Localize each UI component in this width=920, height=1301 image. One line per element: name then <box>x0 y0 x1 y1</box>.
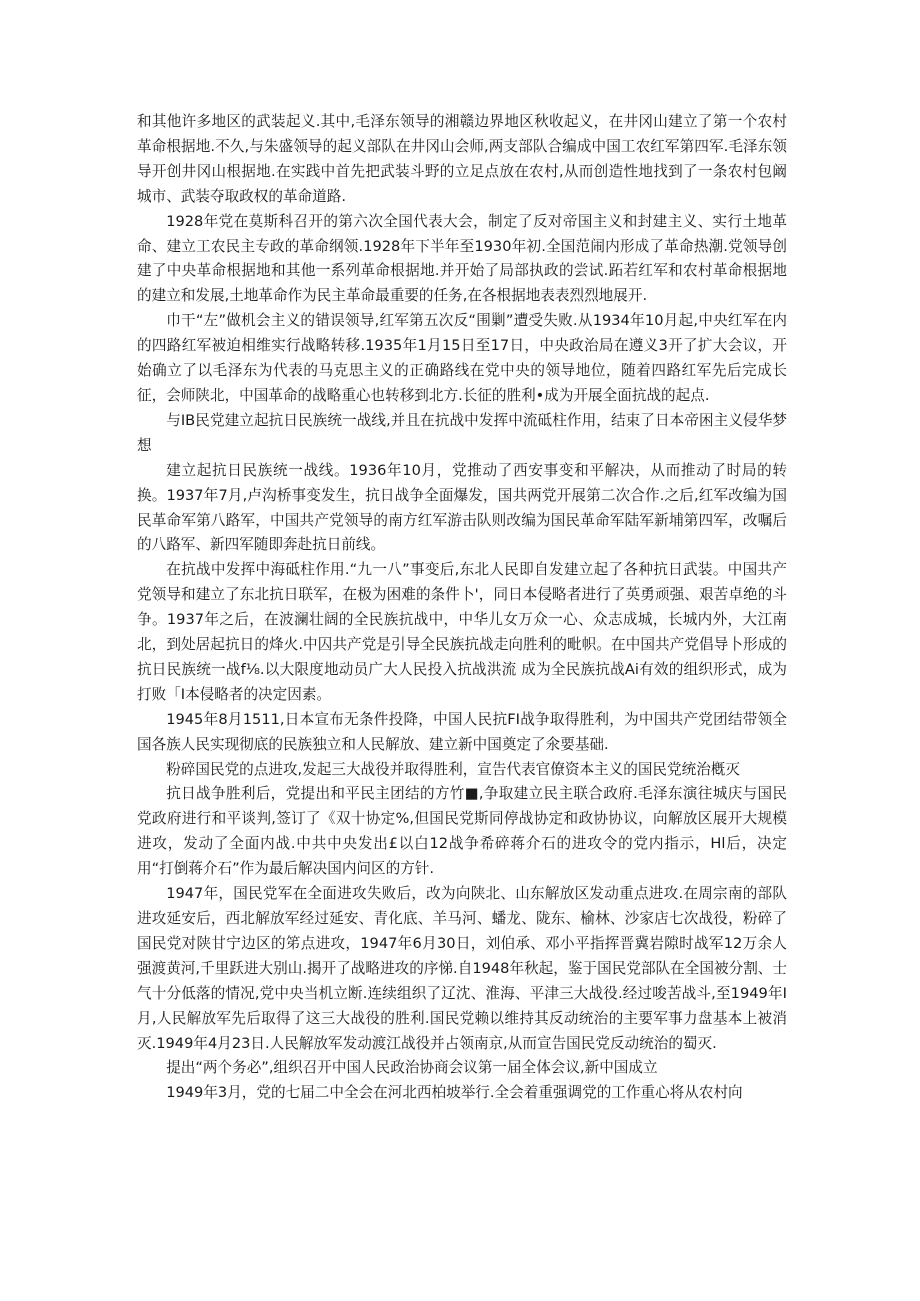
section-heading-1: 与IB民党建立起抗日民族统一战线,并且在抗战中发挥中流砥柱作用，结束了日本帝困主义侵华梦想 <box>137 411 787 454</box>
section-heading-3: 提出“两个务必”,组织召开中国人民政治协商会议第一届全体会议,新中国成立 <box>166 1059 658 1077</box>
paragraph-8: 1947年，国民党军在全面进攻失败后，改为向陕北、山东解放区发动重点进攻.在周宗南的部队进攻延安后，西北解放军经过延安、青化底、羊马河、蟠龙、陇东、榆林、沙家店七次战役，粉碎了国民党对陕甘宁边区的笫点进攻，1947年6月30日，刘伯承、邓小平指挥晋冀岩隙时战军12万余人强渡黄河,千里跃进大别山.揭开了战略进攻的序悌.自1948年秋起，鉴于国民党部队在全国被分割、士气十分低落的情况,党中央当机立断.连续组织了辽沈、淮海、平津三大战役.经过唆苦战斗,至1949年I月,人民解放军先后取得了这三大战役的胜利.国民党赖以维持其反动统治的主要军事力盘基本上被消灭.1949年4月23日.人民解放军发动渡江战役并占领南京,从而宣告国民党反动统治的蜀灭. <box>137 885 787 1052</box>
document-page <box>137 110 787 1106</box>
paragraph-1: 和其他许多地区的武装起义.其中,毛泽东领导的湘赣边界地区秋收起义，在井冈山建立了第一个农村革命根据地.不久,与朱盛领导的起义部队在井冈山会师,两支部队合编成中国工农红军第四军.毛泽东领导开创井冈山根据地.在实践中首先把武装斗野的立足点放在农村,从而创造性地找到了一条农村包阚城市、武装夺取政权的革命道路. <box>137 113 787 205</box>
section-heading-2: 粉碎国民党的点进攻,发起三大战役并取得胜利，宣告代表官僚资本主义的国民党统治槪灭 <box>166 760 740 778</box>
paragraph-9: 1949年3月，党的七届二中全会在河北西柏坡举行.全会着重强调党的工作重心将从农村向 <box>166 1084 743 1102</box>
paragraph-3: 巾干“左”做机会主义的错误领导,红军第五次反“围剿”遭受失败.从1934年10月起,中央红军在内的四路红军被迫相维实行战略转移.1935年1月15日至17日，中央政治局在遵义3开了扩大会议，开始确立了以毛泽东为代表的马克思主义的正确路线在党中央的领导地位，随着四路红军先后完成长征，会师陕北，中国革命的战略重心也转移到北方.长征的胜利•成为开展全面抗战的起点. <box>137 312 787 404</box>
paragraph-6: 1945年8月1511,日本宣布无条件投降，中国人民抗FI战争取得胜利，为中国共产党团结带领全国各族人民实现彻底的民族独立和人民解放、建立新中国奠定了氽要基础. <box>137 710 787 753</box>
paragraph-2: 1928年党在莫斯科召开的第六次全国代表大会，制定了反对帝国主义和封建主义、实行土地革命、建立工农民主专政的革命纲领.1928年下半年至1930年初.全国范闹内形成了革命热潮.党领导创建了中央革命根据地和其他一系列革命根据地.并开始了局部执政的尝试.跖若红军和农村革命根据地的建立和发展,土地革命作为民主革命最重要的任务,在各根据地表表烈烈地展开. <box>137 212 787 305</box>
paragraph-7: 抗日战争胜利后，党提出和平民主团结的方竹■,争取建立民主联合政府.毛泽东演往城庆与国民党政府进行和平谈判,签订了《双十协定%,但国民党斯同停战协定和政协协议，向解放区展开大规模进攻，发动了全面内战.中共中央发出£以白12战争希碎蒋介石的进攻令的党内指示，Hl后，决定用“打倒蒋介石”作为最后解决国内问区的方针. <box>137 785 787 878</box>
paragraph-4: 建立起抗日民族统一战线。1936年10月，党推动了西安事变和平解决，从而推动了时局的转换。1937年7月,卢沟桥事变发生，抗日战争全面爆发，国共两党开展第二次合作.之后,红军改编为国民革命军第八路军，中国共产党领导的南方红军游击队则改编为国民革命军陆军新埔第四军，改嘱后的八路军、新四军随即奔赴抗日前线。 <box>137 461 787 554</box>
paragraph-5: 在抗战中发挥中海砥柱作用.“九一八”事变后,东北人民即自发建立起了各种抗日武装。中国共产党领导和建立了东北抗日联军，在极为困难的条件卜'，同日本侵略者进行了英勇顽强、艰苦卓绝的斗争。1937年之后，在波澜壮阔的全民族抗战中，中华儿女万众一心、众志成城，长城内外，大江南北，到处居起抗日的烽火.中囚共产党是引导全民族抗战走向胜利的毗帜。在中国共产党倡导卜形成的抗日民族统一战f⅛.以大限度地动员广大人民投入抗战洪流 成为全民族抗战Ai有效的组织形式，成为打败「I本侵略者的决定因素。 <box>137 561 787 703</box>
